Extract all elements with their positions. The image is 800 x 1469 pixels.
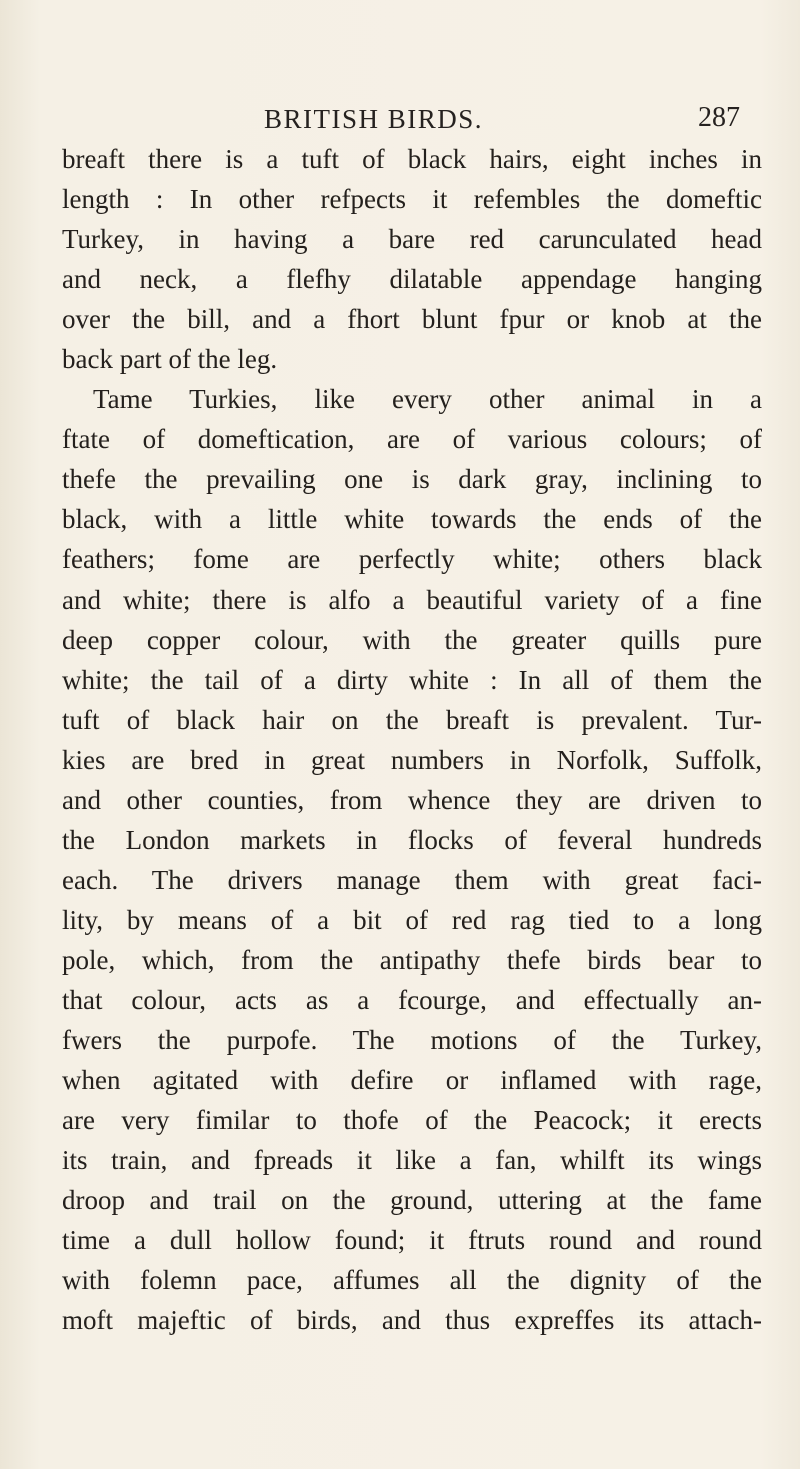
text-line: lity, by means of a bit of red rag tied to a long bbox=[62, 904, 762, 935]
running-title: BRITISH BIRDS. bbox=[264, 104, 484, 134]
text-line: deep copper colour, with the greater quills pure bbox=[62, 624, 762, 655]
text-line: moft majeftic of birds, and thus expreffes its attach- bbox=[62, 1305, 762, 1336]
text-line: are very fimilar to thofe of the Peacock; it erects bbox=[62, 1105, 762, 1136]
text-line: and other counties, from whence they are driven to bbox=[62, 784, 762, 815]
text-line: length : In other refpects it refembles the domeftic bbox=[62, 184, 762, 215]
text-line: time a dull hollow found; it ftruts round and round bbox=[62, 1225, 762, 1256]
text-line: ftate of domeftication, are of various colours; of bbox=[62, 424, 762, 455]
page-number: 287 bbox=[698, 102, 740, 133]
text-line: kies are bred in great numbers in Norfolk, Suffolk, bbox=[62, 744, 762, 775]
text-line: that colour, acts as a fcourge, and effectually an- bbox=[62, 984, 762, 1015]
text-line: droop and trail on the ground, uttering at the fame bbox=[62, 1185, 762, 1216]
text-line: when agitated with defire or inflamed with rage, bbox=[62, 1065, 762, 1096]
text-line: black, with a little white towards the ends of the bbox=[62, 504, 762, 535]
text-line: each. The drivers manage them with great faci- bbox=[62, 864, 762, 895]
text-line: and neck, a flefhy dilatable appendage hanging bbox=[62, 264, 762, 295]
text-line: fwers the purpofe. The motions of the Turkey, bbox=[62, 1025, 762, 1056]
body-text bbox=[62, 139, 762, 1340]
text-line: breaft there is a tuft of black hairs, eight inches in bbox=[62, 144, 762, 174]
text-line: white; the tail of a dirty white : In all of them the bbox=[62, 664, 762, 695]
text-line: its train, and fpreads it like a fan, whilft its wings bbox=[62, 1145, 762, 1176]
text-line: pole, which, from the antipathy thefe birds bear to bbox=[62, 944, 762, 975]
text-line: and white; there is alfo a beautiful variety of a fine bbox=[62, 584, 762, 615]
text-line: tuft of black hair on the breaft is prevalent. Tur- bbox=[62, 704, 762, 735]
text-line: over the bill, and a fhort blunt fpur or knob at the bbox=[62, 304, 762, 335]
page-header bbox=[0, 100, 800, 140]
text-line: the London markets in flocks of feveral hundreds bbox=[62, 824, 762, 855]
text-line: Turkey, in having a bare red carunculated head bbox=[62, 224, 762, 255]
text-line: feathers; fome are perfectly white; others black bbox=[62, 544, 762, 575]
text-line: Tame Turkies, like every other animal in a bbox=[93, 384, 762, 415]
text-line: thefe the prevailing one is dark gray, inclining to bbox=[62, 464, 762, 495]
text-line: with folemn pace, affumes all the dignity of the bbox=[62, 1265, 762, 1296]
text-line: back part of the leg. bbox=[62, 344, 278, 375]
